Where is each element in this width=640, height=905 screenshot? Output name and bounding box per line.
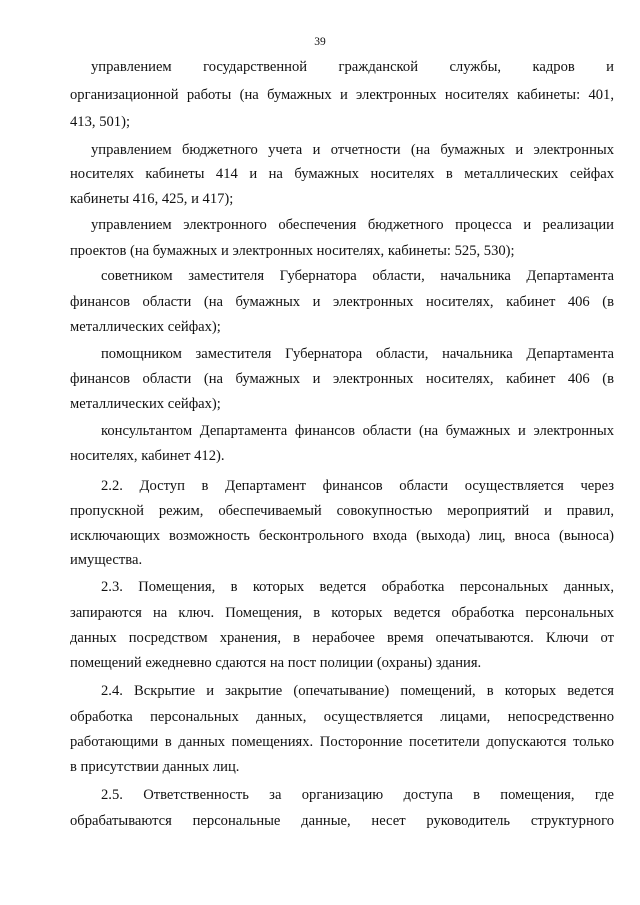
text-line: кабинеты 416, 425, и 417); (70, 191, 234, 207)
page-number: 39 (314, 36, 326, 48)
text-line: проектов (на бумажных и электронных носителях, кабинеты: 525, 530); (70, 243, 515, 259)
text-line: 2.3. Помещения, в которых ведется обработка персональных данных, (101, 579, 614, 595)
text-line: финансов области (на бумажных и электронных носителях, кабинет 406 (в (70, 294, 614, 310)
text-line: советником заместителя Губернатора области, начальника Департамента (101, 268, 614, 284)
text-line: носителях, кабинет 412). (70, 448, 225, 464)
text-line: обрабатываются персональные данные, несет руководитель структурного (70, 813, 614, 829)
text-line: обработка персональных данных, осуществляется лицами, непосредственно (70, 709, 614, 725)
text-line: металлических сейфах); (70, 319, 221, 335)
text-line: помощником заместителя Губернатора области, начальника Департамента (101, 346, 614, 362)
text-line: 2.5. Ответственность за организацию доступа в помещения, где (101, 787, 614, 803)
text-line: исключающих возможность бесконтрольного входа (выхода) лиц, вноса (выноса) (70, 528, 614, 544)
text-line: носителях кабинеты 414 и на бумажных носителях в металлических сейфах (70, 166, 614, 182)
text-line: 2.4. Вскрытие и закрытие (опечатывание) помещений, в которых ведется (101, 683, 614, 699)
text-line: организационной работы (на бумажных и электронных носителях кабинеты: 401, (70, 87, 614, 103)
text-line: данных посредством хранения, в нерабочее время опечатываются. Ключи от (70, 630, 614, 646)
text-line: управлением электронного обеспечения бюджетного процесса и реализации (91, 217, 614, 233)
text-line: имущества. (70, 552, 143, 568)
text-line: управлением бюджетного учета и отчетности (на бумажных и электронных (91, 142, 614, 158)
text-line: работающими в данных помещениях. Посторонние посетители допускаются только (70, 734, 614, 750)
text-line: финансов области (на бумажных и электронных носителях, кабинет 406 (в (70, 371, 614, 387)
text-line: помещений ежедневно сдаются на пост полиции (охраны) здания. (70, 655, 482, 671)
text-line: 413, 501); (70, 114, 130, 130)
text-line: 2.2. Доступ в Департамент финансов области осуществляется через (101, 478, 614, 494)
text-line: запираются на ключ. Помещения, в которых ведется обработка персональных (70, 605, 614, 621)
text-line: консультантом Департамента финансов области (на бумажных и электронных (101, 423, 614, 439)
text-line: управлением государственной гражданской службы, кадров и (91, 59, 614, 75)
text-line: пропускной режим, обеспечиваемый совокупностью мероприятий и правил, (70, 503, 614, 519)
text-line: в присутствии данных лиц. (70, 759, 240, 775)
text-line: металлических сейфах); (70, 396, 221, 412)
